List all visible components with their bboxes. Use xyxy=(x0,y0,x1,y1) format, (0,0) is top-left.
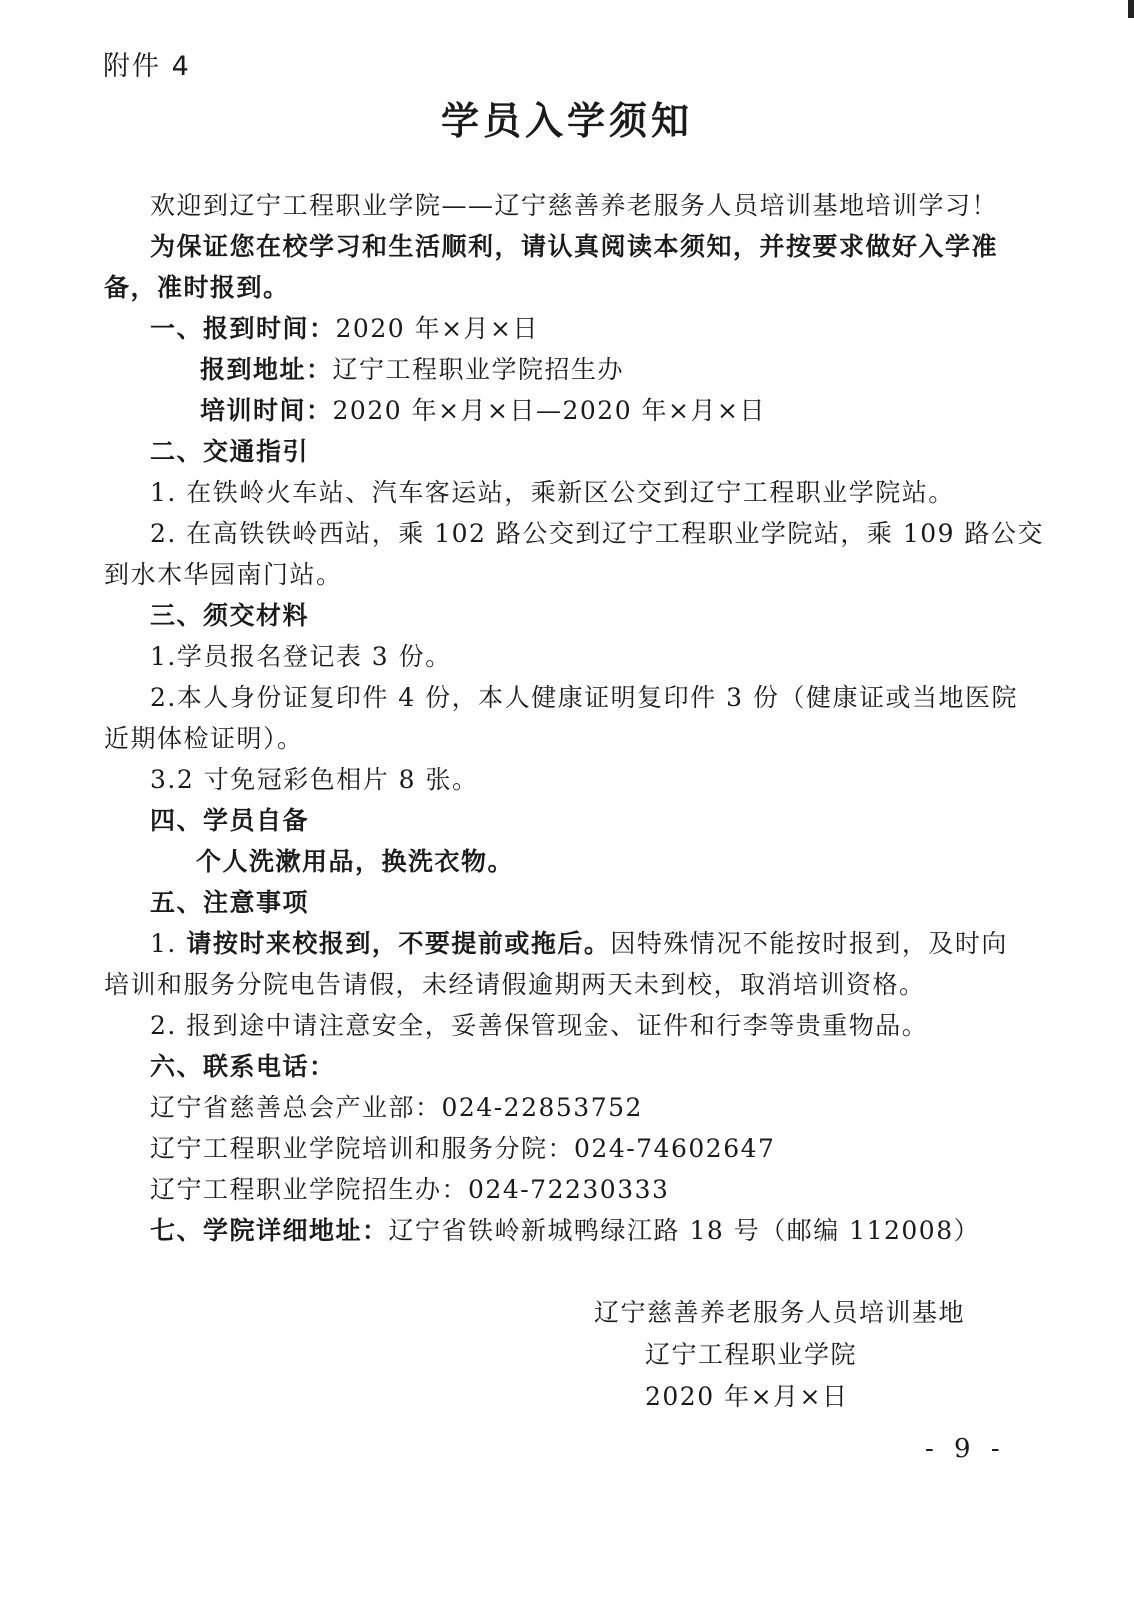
section1-line xyxy=(150,312,539,346)
traffic-item-1: 1. 在铁岭火车站、汽车客运站，乘新区公交到辽宁工程职业学院站。 xyxy=(150,478,955,507)
contact-training-branch: 辽宁工程职业学院培训和服务分院：024-74602647 xyxy=(150,1134,776,1163)
notes-item-1-emphasis: 请按时来校报到，不要提前或拖后。 xyxy=(186,929,611,958)
traffic-item-2-line1: 2. 在高铁铁岭西站，乘 102 路公交到辽宁工程职业学院站，乘 109 路公交 xyxy=(150,519,1045,548)
scan-edge-mark xyxy=(1128,0,1134,18)
section6-heading: 六、联系电话： xyxy=(150,1052,336,1081)
college-address: 辽宁省铁岭新城鸭绿江路 18 号（邮编 112008） xyxy=(388,1216,981,1245)
section5-heading: 五、注意事项 xyxy=(150,888,310,917)
section7-line xyxy=(150,1214,980,1248)
training-time-value: 2020 年×月×日—2020 年×月×日 xyxy=(332,396,766,425)
report-address-line xyxy=(200,353,624,387)
section1-heading: 一、报到时间： xyxy=(150,314,336,343)
notes-item-1-line2: 培训和服务分院电告请假，未经请假逾期两天未到校，取消培训资格。 xyxy=(104,970,926,999)
attachment-label: 附件 4 xyxy=(103,51,191,82)
contact-admissions-office: 辽宁工程职业学院招生办：024-72230333 xyxy=(150,1175,670,1204)
intro-notice-line2: 备，准时报到。 xyxy=(104,273,290,302)
notes-item-1-rest: 因特殊情况不能按时报到，及时向 xyxy=(610,929,1008,958)
section2-heading: 二、交通指引 xyxy=(150,437,310,466)
section4-heading: 四、学员自备 xyxy=(150,806,310,835)
notes-item-1-line1 xyxy=(150,927,1008,961)
section3-heading: 三、须交材料 xyxy=(150,601,310,630)
signature-org-1: 辽宁慈善养老服务人员培训基地 xyxy=(594,1298,966,1327)
report-address-label: 报到地址： xyxy=(200,355,333,384)
contact-charity-federation: 辽宁省慈善总会产业部：024-22853752 xyxy=(150,1093,643,1122)
traffic-item-2-line2: 到水木华园南门站。 xyxy=(104,560,343,589)
signature-date: 2020 年×月×日 xyxy=(645,1382,849,1411)
report-address-value: 辽宁工程职业学院招生办 xyxy=(332,355,625,384)
section7-heading: 七、学院详细地址： xyxy=(150,1216,389,1245)
materials-item-2-line2: 近期体检证明）。 xyxy=(104,724,304,753)
intro-welcome: 欢迎到辽宁工程职业学院——辽宁慈善养老服务人员培训基地培训学习！ xyxy=(150,191,999,220)
self-prepared-items: 个人洗漱用品，换洗衣物。 xyxy=(196,847,515,876)
materials-item-2-line1: 2.本人身份证复印件 4 份，本人健康证明复印件 3 份（健康证或当地医院 xyxy=(150,683,1018,712)
intro-notice-line1: 为保证您在校学习和生活顺利，请认真阅读本须知，并按要求做好入学准 xyxy=(150,232,999,261)
report-time-value: 2020 年×月×日 xyxy=(335,314,539,343)
materials-item-3: 3.2 寸免冠彩色相片 8 张。 xyxy=(150,765,479,794)
signature-org-2: 辽宁工程职业学院 xyxy=(645,1340,858,1369)
training-time-line xyxy=(200,394,766,428)
notes-item-2: 2. 报到途中请注意安全，妥善保管现金、证件和行李等贵重物品。 xyxy=(150,1011,929,1040)
notes-item-1-prefix: 1. xyxy=(150,929,187,958)
page-title: 学员入学须知 xyxy=(440,98,693,143)
page-number: - 9 - xyxy=(925,1434,1006,1464)
materials-item-1: 1.学员报名登记表 3 份。 xyxy=(150,642,452,671)
training-time-label: 培训时间： xyxy=(200,396,333,425)
